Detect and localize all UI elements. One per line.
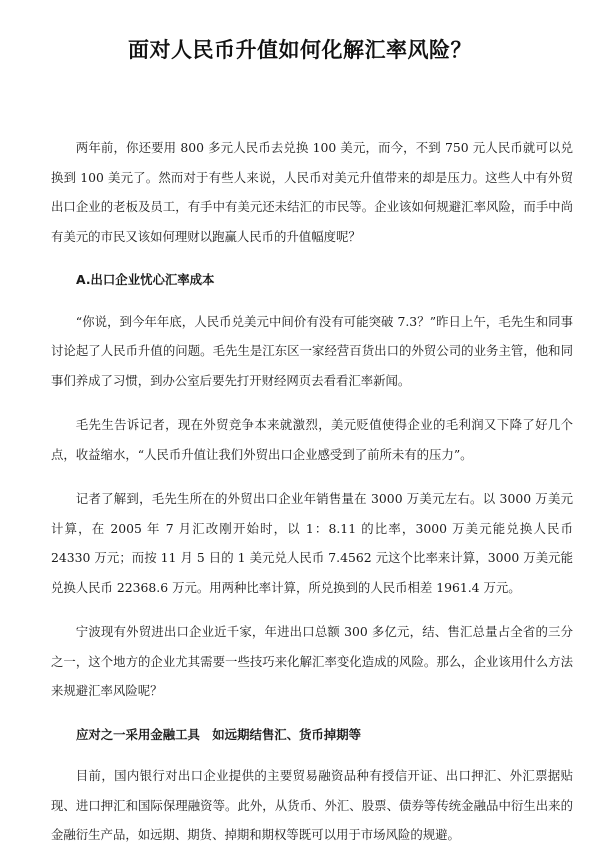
section-a-paragraph-2: 毛先生告诉记者，现在外贸竞争本来就激烈，美元贬值使得企业的毛利润又下降了好几个点，收益缩水，“人民币升值让我们外贸出口企业感受到了前所未有的压力”。 [51, 417, 573, 462]
section-a-paragraph-1: “你说，到今年年底，人民币兑美元中间价有没有可能突破 7.3？”昨日上午，毛先生和同事讨论起了人民币升值的问题。毛先生是江东区一家经营百货出口的外贸公司的业务主管，他和同事们养成了习惯，到办公室后要先打开财经网页去看看汇率新闻。 [51, 313, 573, 388]
section-a-heading: A.出口企业忧心汇率成本 [76, 272, 215, 287]
section-b-paragraph-1: 目前，国内银行对出口企业提供的主要贸易融资品种有授信开证、出口押汇、外汇票据贴现、进口押汇和国际保理融资等。此外，从货币、外汇、股票、债券等传统金融品中衍生出来的金融衍生产品，如远期、期货、掉期和期权等既可以用于市场风险的规避。 [51, 768, 573, 842]
section-a-paragraph-3: 记者了解到，毛先生所在的外贸出口企业年销售量在 3000 万美元左右。以 3000 万美元计算，在 2005 年 7 月汇改刚开始时，以 1：8.11 的比率，3000 万美元能兑换人民币 24330 万元；而按 11 月 5 日的 1 美元兑人民币 7.4562 元这个比率来计算，3000 万美元能兑换人民币 22368.6 万元。用两种比率计算，所兑换到的人民币相差 1961.4 万元。 [51, 491, 573, 595]
section-a-paragraph-4: 宁波现有外贸进出口企业近千家，年进出口总额 300 多亿元，结、售汇总量占全省的三分之一，这个地方的企业尤其需要一些技巧来化解汇率变化造成的风险。那么，企业该用什么方法来规避汇率风险呢？ [51, 624, 573, 698]
article-body [51, 133, 573, 850]
section-b-heading: 应对之一采用金融工具 如远期结售汇、货币掉期等 [76, 726, 361, 742]
intro-paragraph: 两年前，你还要用 800 多元人民币去兑换 100 美元，而今，不到 750 元人民币就可以兑换到 100 美元了。然而对于有些人来说，人民币对美元升值带来的却是压力。这些人中有外贸出口企业的老板及员工，有手中有美元还未结汇的市民等。企业该如何规避汇率风险，而手中尚有美元的市民又该如何理财以跑赢人民币的升值幅度呢？ [51, 140, 573, 244]
page-title: 面对人民币升值如何化解汇率风险？ [128, 38, 472, 62]
